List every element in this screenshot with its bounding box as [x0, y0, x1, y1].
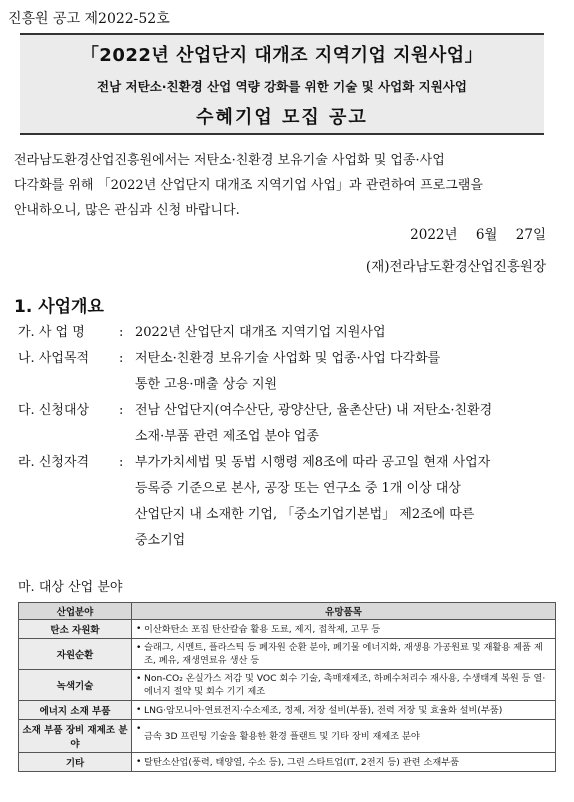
sector-products: • LNG·암모니아·연료전지·수소제조, 정제, 저장 설비(부품), 전력 저장 및 효율화 설비(부품)	[132, 701, 556, 720]
sector-products: • 슬래그, 시멘트, 플라스틱 등 폐자원 순환 분야, 폐기물 에너지화, 재생용 가공원료 및 재활용 제품 제조, 폐유, 재생연료유 생산 등	[132, 639, 556, 670]
sector-table	[18, 602, 556, 772]
sector-category: 소재 부품 장비 재제조 분야	[19, 720, 132, 753]
item-value	[135, 398, 545, 450]
title-box	[20, 33, 544, 135]
column-header: 유망품목	[132, 603, 556, 620]
sector-products: • 금속 3D 프린팅 기술을 활용한 환경 플랜트 및 기타 장비 재제조 분야	[132, 720, 556, 753]
item-value-line: 산업단지 내 소재한 기업, 「중소기업기본법」 제2조에 따른	[135, 507, 475, 522]
intro-line: 안내하오니, 많은 관심과 신청 바랍니다.	[14, 203, 240, 218]
overview-item-eligibility	[18, 450, 558, 554]
notice-number: 진흥원 공고 제2022-52호	[8, 11, 170, 27]
item-value-line: 전남 산업단지(여수산단, 광양산단, 율촌산단) 내 저탄소·친환경	[135, 403, 493, 418]
item-value-line: 저탄소·친환경 보유기술 사업화 및 업종·사업 다각화를	[135, 351, 441, 366]
overview-item-target	[18, 398, 558, 450]
item-value	[135, 346, 545, 398]
organization-name: (재)전라남도환경산업진흥원장	[365, 259, 546, 275]
column-header: 산업분야	[19, 603, 132, 620]
sector-products: • Non-CO₂ 온실가스 저감 및 VOC 회수 기술, 촉매재제조, 하폐수처리수 재사용, 수생태계 복원 등 열·에너지 절약 및 회수 기기 제조	[132, 670, 556, 701]
table-row	[19, 701, 556, 720]
intro-line: 전라남도환경산업진흥원에서는 저탄소·친환경 보유기술 사업화 및 업종·사업	[14, 153, 445, 168]
item-value-line: 2022년 산업단지 대개조 지역기업 지원사업	[135, 325, 386, 340]
item-label: 다. 신청대상	[18, 403, 90, 418]
table-row	[19, 670, 556, 701]
item-colon: :	[119, 351, 124, 366]
table-row	[19, 720, 556, 753]
sector-products: • 이산화탄소 포집 탄산칼슘 활용 도료, 제지, 접착제, 고무 등	[132, 620, 556, 639]
item-value	[135, 450, 545, 554]
notice-date: 2022년 6월 27일	[410, 227, 546, 243]
item-value-line: 등록증 기준으로 본사, 공장 또는 연구소 중 1개 이상 대상	[135, 481, 461, 496]
sector-category: 기타	[19, 753, 132, 772]
section-heading: 1. 사업개요	[14, 297, 104, 317]
item-value-line: 통한 고용·매출 상승 지원	[135, 377, 278, 392]
item-colon: :	[119, 325, 124, 340]
intro-paragraph	[14, 148, 554, 223]
sector-category: 자원순환	[19, 639, 132, 670]
table-row	[19, 620, 556, 639]
table-row	[19, 753, 556, 772]
main-title: 「2022년 산업단지 대개조 지역기업 지원사업」	[80, 45, 484, 66]
intro-line: 다각화를 위해 「2022년 산업단지 대개조 지역기업 사업」과 관련하여 프로그램을	[14, 178, 483, 193]
item-value	[135, 320, 545, 346]
target-industry-heading: 마. 대상 산업 분야	[18, 580, 123, 595]
item-label: 라. 신청자격	[18, 455, 90, 470]
item-label: 나. 사업목적	[18, 351, 90, 366]
overview-list	[18, 320, 558, 554]
sector-category: 에너지 소재 부품	[19, 701, 132, 720]
item-colon: :	[119, 403, 124, 418]
overview-item-name	[18, 320, 558, 346]
overview-item-purpose	[18, 346, 558, 398]
item-colon: :	[119, 455, 124, 470]
item-value-line: 부가가치세법 및 동법 시행령 제8조에 따라 공고일 현재 사업자	[135, 455, 491, 470]
table-header-row	[19, 603, 556, 620]
sector-category: 탄소 자원화	[19, 620, 132, 639]
sub-title: 전남 저탄소·친환경 산업 역량 강화를 위한 기술 및 사업화 지원사업	[97, 79, 467, 94]
table-row	[19, 639, 556, 670]
item-label: 가. 사 업 명	[18, 325, 85, 340]
sector-category: 녹색기술	[19, 670, 132, 701]
item-value-line: 중소기업	[135, 533, 186, 548]
sector-products: • 탈탄소산업(풍력, 태양열, 수소 등), 그린 스타트업(IT, 2전지 등) 관련 소재부품	[132, 753, 556, 772]
item-value-line: 소재·부품 관련 제조업 분야 업종	[135, 429, 319, 444]
notice-title: 수혜기업 모집 공고	[196, 107, 368, 128]
